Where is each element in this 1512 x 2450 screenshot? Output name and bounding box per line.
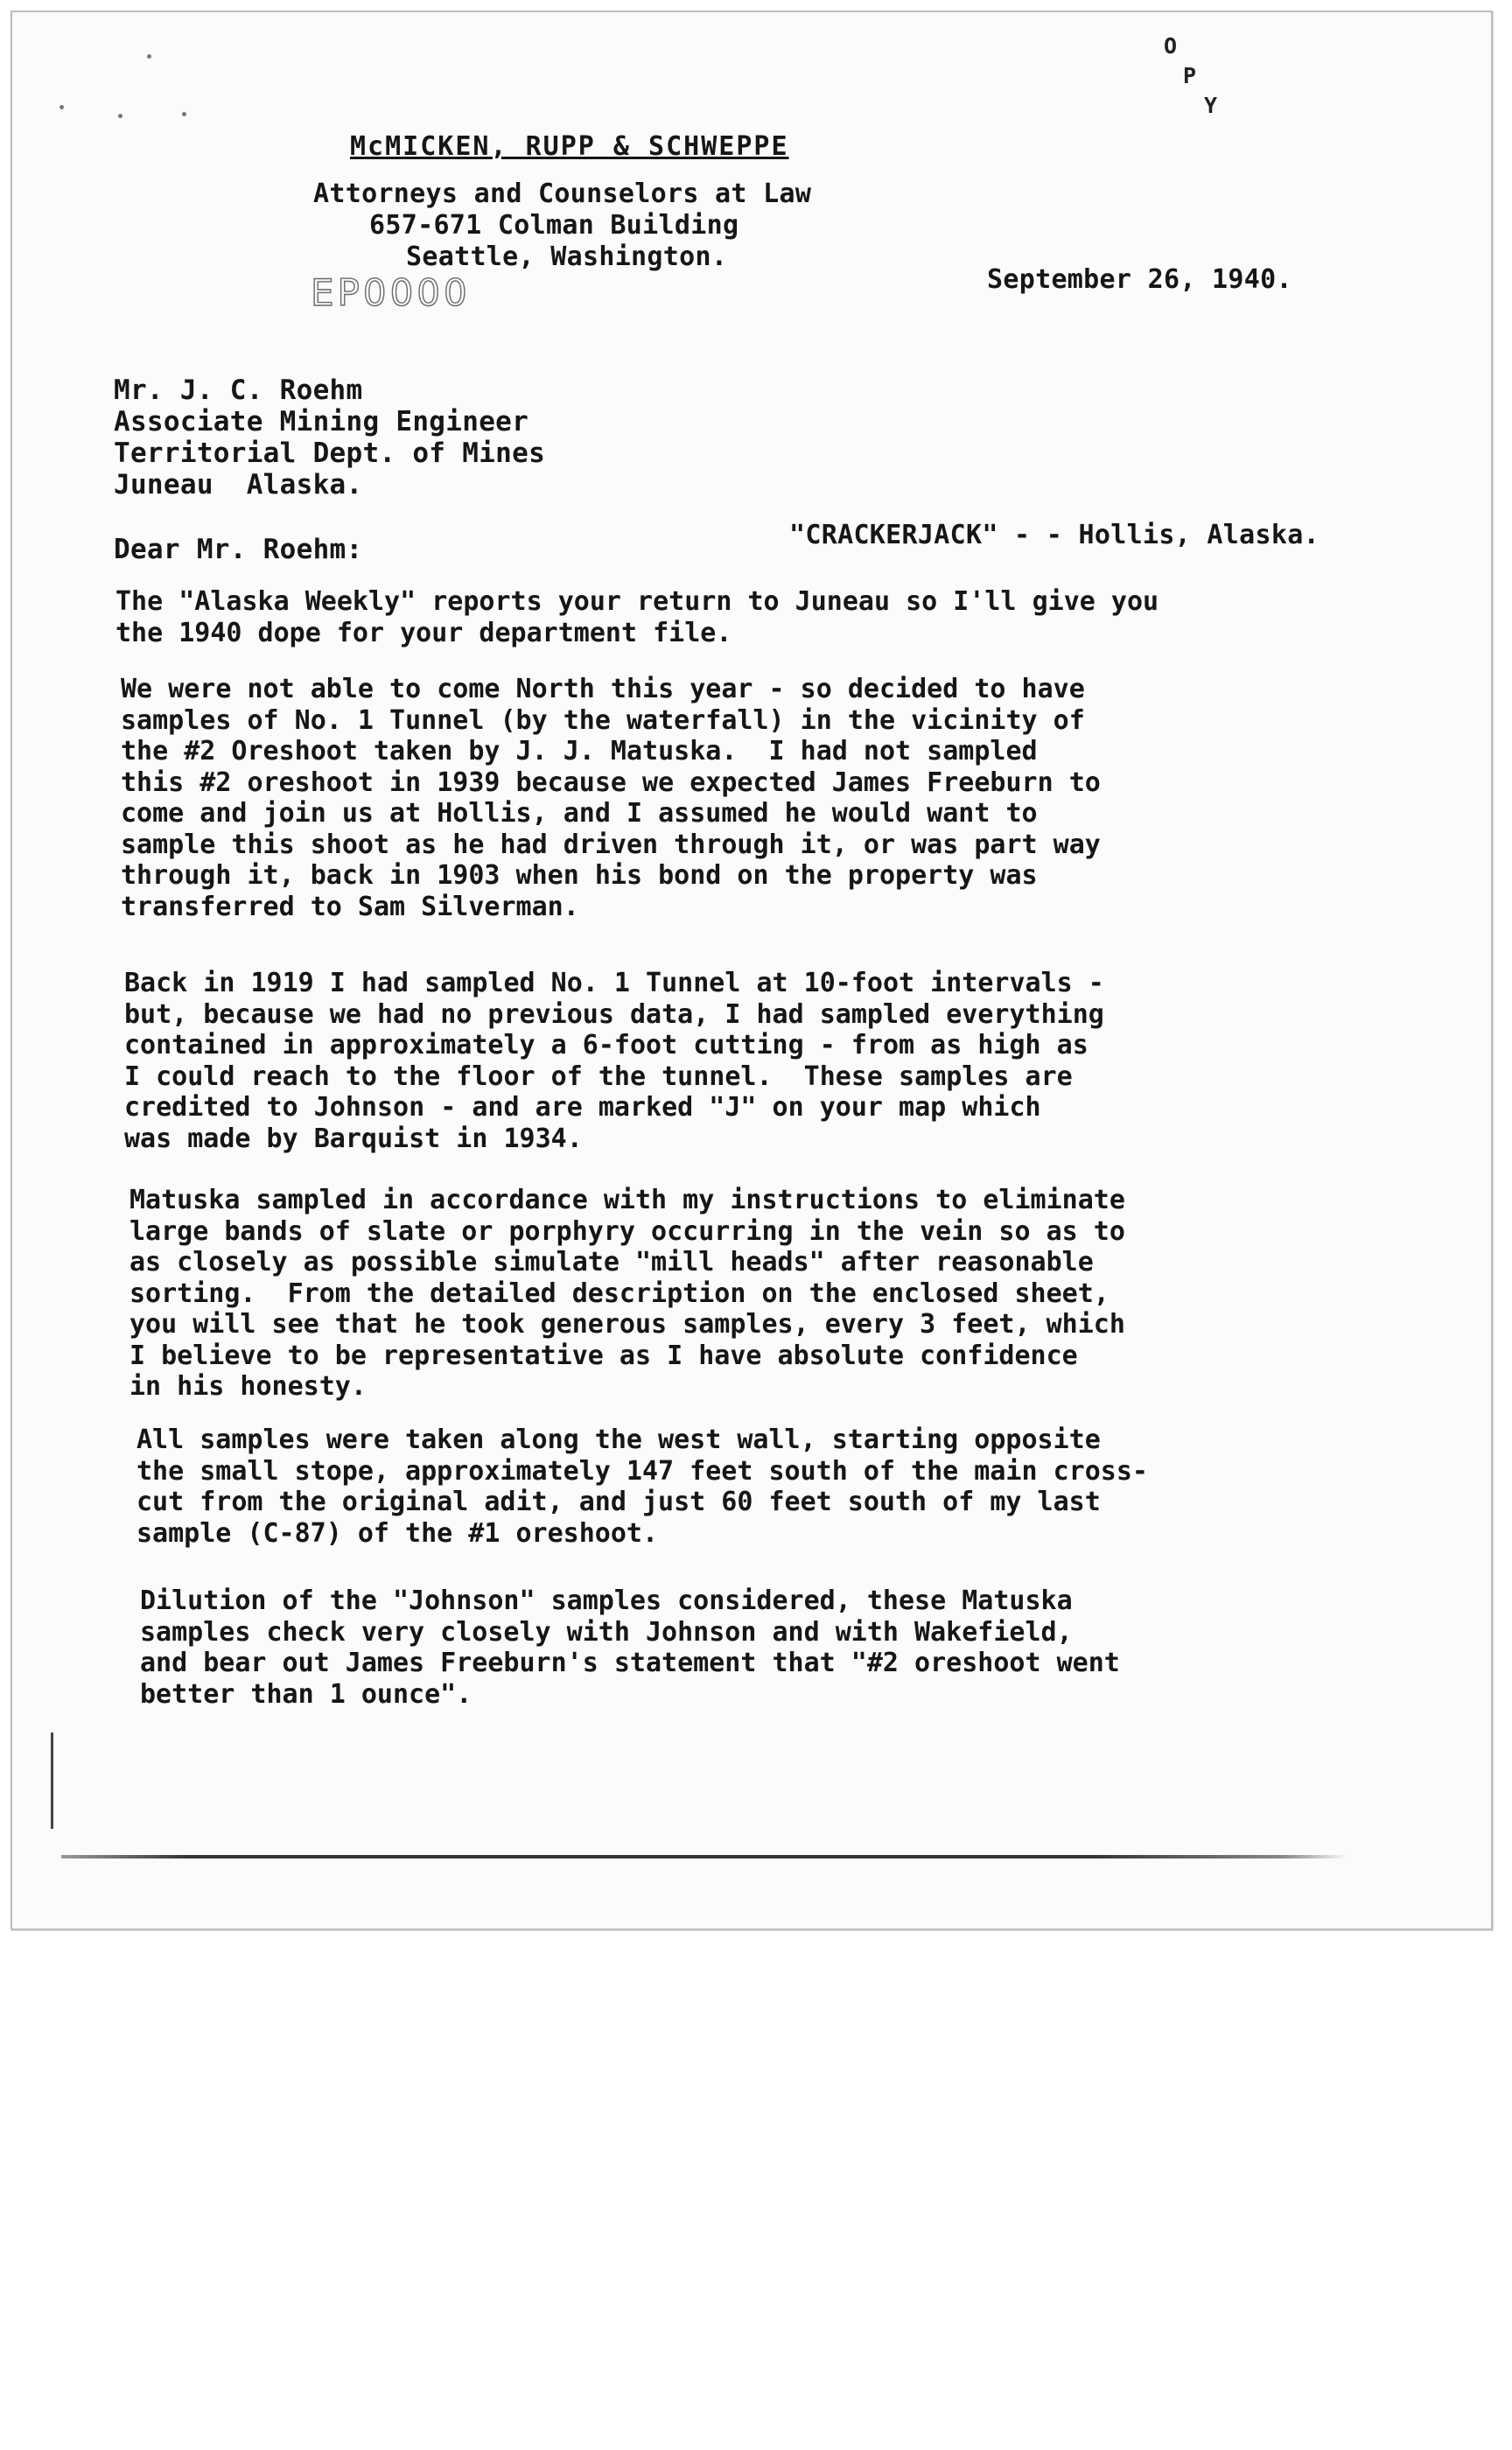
salutation: Dear Mr. Roehm:	[114, 534, 363, 565]
recipient-line-3: Territorial Dept. of Mines	[114, 438, 546, 469]
scan-speck	[118, 114, 122, 118]
scan-speck	[60, 105, 64, 109]
margin-mark	[51, 1732, 53, 1829]
recipient-line-1: Mr. J. C. Roehm	[114, 374, 363, 406]
paragraph-4: Matuska sampled in accordance with my instructions to eliminate large bands of slate or porphyry occurring in the vein so as to as closely as possible simulate "mill heads" after reasonable sorting. From the detailed description on the enclosed sheet, you will see that he took generous samples, every 3 feet, which I believe to be representative as I have absolute confidence in his honesty.	[130, 1185, 1125, 1402]
paragraph-5: All samples were taken along the west wall, starting opposite the small stope, approximately 147 feet south of the main cross- cut from the original adit, and just 60 feet south of my last sample (C-87) of the #1 oreshoot.	[136, 1424, 1148, 1549]
recipient-line-4: Juneau Alaska.	[114, 469, 363, 500]
paragraph-3: Back in 1919 I had sampled No. 1 Tunnel at 10-foot intervals - but, because we had no previous data, I had sampled everything contained in approximately a 6-foot cutting - from as high as I could reach to the floor of the tunnel. These samples are credited to Johnson - and are marked "J" on your map which was made by Barquist in 1934.	[124, 968, 1104, 1154]
paragraph-1: The "Alaska Weekly" reports your return to Juneau so I'll give you the 1940 dope for your department file.	[116, 586, 1159, 648]
scan-edge-line	[61, 1855, 1348, 1858]
letter-date: September 26, 1940.	[987, 264, 1292, 295]
letterhead-line-2: 657-671 Colman Building	[369, 210, 739, 241]
scan-speck	[147, 54, 151, 59]
copy-stamp-y: Y	[1204, 93, 1218, 118]
letterhead-line-3: Seattle, Washington.	[406, 242, 728, 272]
scan-speck	[182, 112, 186, 116]
firm-name: McMICKEN, RUPP & SCHWEPPE	[350, 131, 789, 162]
copy-stamp-p: P	[1183, 63, 1197, 88]
paragraph-2: We were not able to come North this year - so decided to have samples of No. 1 Tunnel (by the waterfall) in the vicinity of the #2 Oreshoot taken by J. J. Matuska. I had not sampled this #2 oreshoot in 1939 because we expected James Freeburn to come and join us at Hollis, and I assumed he would want to sample this shoot as he had driven through it, or was part way through it, back in 1903 when his bond on the property was transferred to Sam Silverman.	[121, 674, 1101, 922]
letterhead-line-1: Attorneys and Counselors at Law	[313, 178, 812, 209]
paragraph-6: Dilution of the "Johnson" samples considered, these Matuska samples check very closely with Johnson and with Wakefield, and bear out James Freeburn's statement that "#2 oreshoot went better than 1 ounce".	[140, 1586, 1120, 1710]
subject-line: "CRACKERJACK" - - Hollis, Alaska.	[789, 520, 1320, 550]
copy-stamp-o: O	[1164, 33, 1178, 59]
document-stamp-number: EP0000	[311, 271, 471, 314]
recipient-line-2: Associate Mining Engineer	[114, 406, 529, 438]
